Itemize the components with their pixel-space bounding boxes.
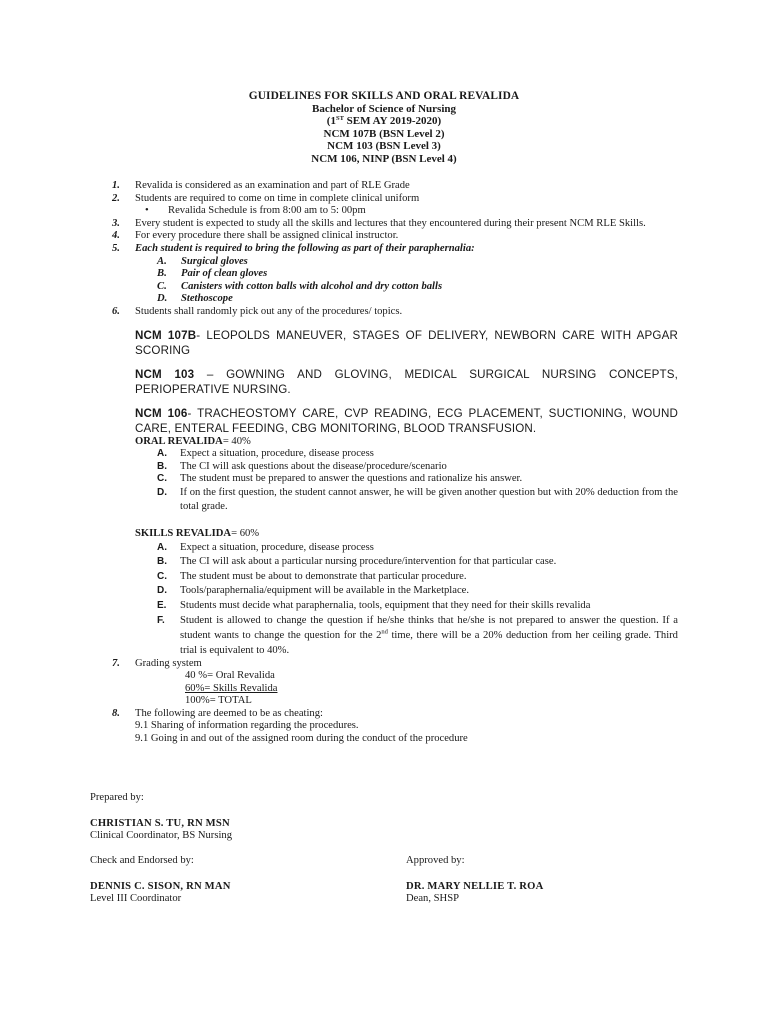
- skills-item: [112, 613, 678, 658]
- approved-label: Approved by:: [406, 855, 465, 866]
- grade-oral: 40 %= Oral Revalida: [185, 670, 275, 682]
- item-letter: D.: [157, 293, 168, 305]
- grade-skills: 60%= Skills Revalida: [185, 682, 278, 694]
- skills-item: [112, 570, 678, 585]
- item-number: 7.: [112, 657, 120, 669]
- item-text: The following are deemed to be as cheating:: [135, 707, 323, 719]
- skills-item: [112, 555, 678, 570]
- paraphernalia-item: [112, 281, 678, 294]
- item-text: For every procedure there shall be assigned clinical instructor.: [135, 230, 399, 242]
- skills-item: [112, 599, 678, 613]
- section-title: SKILLS REVALIDA: [135, 527, 232, 539]
- oral-revalida-heading: [135, 436, 678, 449]
- item-letter: C.: [157, 473, 167, 485]
- semester-line: [0, 115, 768, 128]
- course-line-1: NCM 107B (BSN Level 2): [323, 127, 445, 140]
- guideline-item-2: [112, 193, 678, 206]
- item-text: Pair of clean gloves: [181, 268, 268, 280]
- item-letter: E.: [157, 599, 167, 611]
- item-letter: B.: [157, 556, 167, 567]
- item-text: The student must be prepared to answer the questions and rationalize his answer.: [180, 473, 523, 485]
- oral-item: [112, 461, 678, 474]
- schedule-bullet: [112, 205, 678, 218]
- item-text: Stethoscope: [181, 293, 233, 305]
- oral-item: [112, 486, 678, 514]
- guideline-item-7: [112, 658, 678, 671]
- ncm-103-topics: [135, 367, 678, 397]
- item-letter: C.: [157, 280, 167, 292]
- prepared-name: CHRISTIAN S. TU, RN MSN: [90, 817, 230, 829]
- course-code: NCM 107B: [135, 328, 197, 342]
- course-line-2: NCM 103 (BSN Level 3): [327, 140, 441, 152]
- guideline-item-3: [112, 218, 678, 231]
- approved-column: [406, 855, 543, 906]
- item-letter: F.: [157, 614, 165, 626]
- guideline-item-5: [112, 243, 678, 256]
- section-percent: = 60%: [231, 527, 260, 539]
- ordinal-sup: nd: [381, 627, 388, 635]
- item-letter: D.: [157, 585, 167, 596]
- item-text: Expect a situation, procedure, disease process: [180, 448, 374, 460]
- oral-item: [112, 448, 678, 461]
- checked-column: [90, 855, 231, 906]
- item-text: Every student is expected to study all the skills and lectures that they encountered during their present NCM RLE Skills.: [135, 217, 646, 229]
- item-text: Student is allowed to change the question if he/she thinks that he/she is not prepared to answer the question. If a student wants to change the question for the 2: [180, 614, 678, 641]
- item-text: Each student is required to bring the following as part of their paraphernalia:: [135, 242, 475, 254]
- bullet-text: Revalida Schedule is from 8:00 am to 5: 00pm: [168, 205, 366, 217]
- paraphernalia-item: [112, 256, 678, 269]
- item-number: 2.: [112, 192, 120, 204]
- semester-sup: ST: [335, 115, 344, 122]
- item-text: Students shall randomly pick out any of the procedures/ topics.: [135, 305, 403, 317]
- item-letter: D.: [157, 486, 167, 498]
- ncm-107b-topics: [135, 328, 678, 358]
- guideline-item-8: [112, 708, 678, 721]
- course-topics: - LEOPOLDS MANEUVER, STAGES OF DELIVERY, NEWBORN CARE WITH APGAR SCORING: [135, 328, 679, 357]
- item-text: If on the first question, the student cannot answer, he will be given another question but with 20% deduction from the total grade.: [180, 486, 678, 512]
- document-header: [0, 90, 768, 165]
- item-text: Tools/paraphernalia/equipment will be available in the Marketplace.: [180, 585, 470, 596]
- item-letter: C.: [157, 570, 167, 582]
- item-number: 4.: [112, 230, 120, 242]
- item-letter: A.: [157, 255, 167, 267]
- skills-item: [112, 584, 678, 599]
- section-percent: = 40%: [222, 435, 251, 447]
- item-number: 1.: [112, 180, 120, 191]
- prepared-label: Prepared by:: [90, 792, 144, 803]
- item-text: The student must be about to demonstrate that particular procedure.: [180, 570, 467, 582]
- semester-rest: SEM AY 2019-2020): [343, 115, 442, 127]
- item-text-rest: time, there will be a 20% deduction from her ceiling grade. Third trial is equivalent to 40%.: [180, 629, 678, 656]
- item-text: Students are required to come on time in complete clinical uniform: [135, 192, 420, 204]
- course-code: NCM 103: [135, 367, 195, 381]
- paraphernalia-item: [112, 293, 678, 306]
- guideline-item-1: [112, 180, 678, 193]
- item-text: Grading system: [135, 657, 202, 669]
- document-title: GUIDELINES FOR SKILLS AND ORAL REVALIDA: [248, 90, 520, 102]
- paraphernalia-item: [112, 268, 678, 281]
- item-text: The CI will ask questions about the disease/procedure/scenario: [180, 460, 447, 472]
- guidelines-list: [112, 180, 678, 746]
- course-line-3: NCM 106, NINP (BSN Level 4): [311, 152, 457, 165]
- item-text: Canisters with cotton balls with alcohol and dry cotton balls: [181, 280, 443, 292]
- skills-revalida-heading: [135, 528, 678, 541]
- item-text: Surgical gloves: [181, 255, 248, 267]
- course-code: NCM 106: [135, 406, 188, 420]
- checked-label: Check and Endorsed by:: [90, 855, 194, 866]
- guideline-item-4: [112, 230, 678, 243]
- program-name: Bachelor of Science of Nursing: [311, 102, 456, 115]
- grade-total: 100%= TOTAL: [185, 695, 252, 707]
- prepared-title: Clinical Coordinator, BS Nursing: [90, 830, 232, 842]
- item-number: 5.: [112, 242, 120, 254]
- checked-title: Level III Coordinator: [90, 893, 182, 905]
- semester-open: (1: [326, 115, 336, 127]
- guideline-item-6: [112, 306, 678, 319]
- item-letter: A.: [157, 541, 167, 553]
- cheating-item: 9.1 Going in and out of the assigned room during the conduct of the procedure: [135, 733, 468, 745]
- section-title: ORAL REVALIDA: [135, 435, 223, 447]
- approved-title: Dean, SHSP: [406, 893, 459, 905]
- course-topics: – GOWNING AND GLOVING, MEDICAL SURGICAL NURSING CONCEPTS, PERIOPERATIVE NURSING.: [135, 367, 678, 396]
- item-text: Students must decide what paraphernalia, tools, equipment that they need for their skills revalida: [180, 599, 591, 611]
- item-text: Revalida is considered as an examination and part of RLE Grade: [135, 180, 410, 191]
- oral-item: [112, 473, 678, 486]
- course-topics: - TRACHEOSTOMY CARE, CVP READING, ECG PLACEMENT, SUCTIONING, WOUND CARE, ENTERAL FEEDING, CBG MONITORING, BLOOD TRANSFUSION.: [135, 406, 678, 435]
- approved-name: DR. MARY NELLIE T. ROA: [406, 880, 544, 892]
- bullet-icon: •: [145, 205, 149, 217]
- checked-name: DENNIS C. SISON, RN MAN: [90, 880, 231, 892]
- item-text: Expect a situation, procedure, disease process: [180, 541, 374, 553]
- item-text: The CI will ask about a particular nursing procedure/intervention for that particular case.: [180, 556, 557, 567]
- item-letter: B.: [157, 460, 167, 472]
- skills-item: [112, 541, 678, 556]
- item-number: 8.: [112, 707, 120, 719]
- ncm-106-topics: [135, 406, 678, 436]
- signatures-block: [90, 792, 690, 905]
- cheating-item: 9.1 Sharing of information regarding the procedures.: [135, 720, 359, 732]
- item-letter: A.: [157, 448, 167, 460]
- item-number: 3.: [112, 217, 120, 229]
- item-number: 6.: [112, 305, 120, 317]
- item-letter: B.: [157, 268, 167, 280]
